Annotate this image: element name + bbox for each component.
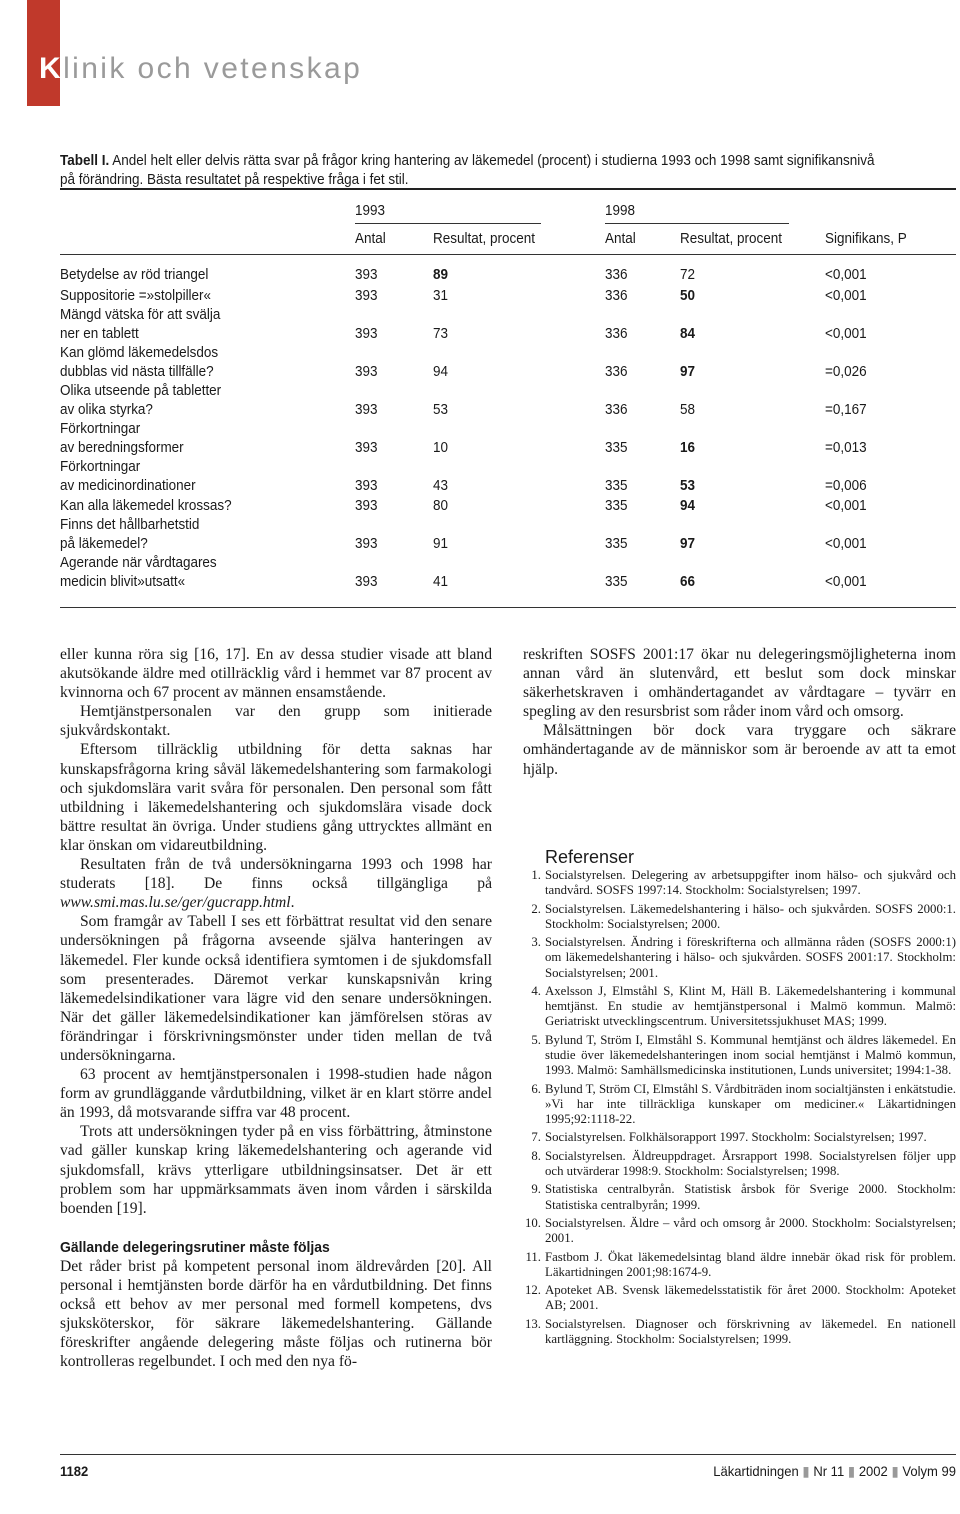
cell-antal-1993: 393	[355, 574, 378, 590]
section-title	[39, 52, 362, 86]
cell-antal-1998: 335	[605, 574, 628, 590]
spacer	[60, 1218, 492, 1238]
reference-text: Socialstyrelsen. Läkemedelshantering i hälso- och sjukvården. SOSFS 2000:1. Stockholm: Socialstyrelsen; 2000.	[545, 901, 956, 931]
separator-bar: ▮	[847, 1463, 856, 1479]
reference-item	[520, 984, 956, 1030]
group-1998-rule	[605, 223, 789, 224]
table-group-1993: 1993	[355, 203, 386, 219]
cell-antal-1993: 393	[355, 440, 378, 456]
table-row-label-line2: medicin blivit»utsatt«	[60, 574, 186, 590]
cell-resultat-1993: 89	[433, 267, 449, 283]
cell-antal-1998: 336	[605, 364, 628, 380]
journal-volume: Volym 99	[902, 1463, 956, 1479]
cell-antal-1993: 393	[355, 267, 378, 283]
page-number: 1182	[60, 1463, 89, 1479]
reference-text: Bylund T, Ström I, Elmståhl S. Kommunal hemtjänst och äldres läkemedel. En studie över läkemedelshanteringen inom social hemtjänst i Malmö kommun, 1993. Malmö: Samhällsmedicinska institutionen, Lunds universitet; 1994:1-38.	[545, 1032, 956, 1078]
table-row-label: Förkortningar	[60, 459, 141, 475]
table-row-label: Betydelse av röd triangel	[60, 267, 209, 283]
paragraph	[60, 855, 492, 912]
reference-number: 2.	[531, 901, 541, 916]
col-header-resultat-1993: Resultat, procent	[433, 231, 535, 247]
cell-antal-1998: 336	[605, 288, 628, 304]
reference-text: Socialstyrelsen. Ändring i föreskrifterna och allmänna råden (SOSFS 2000:1) om läkemedelshantering i hälso- och sjukvården. SOSFS 2001:17. Stockholm: Socialstyrelsen; 2001.	[545, 935, 956, 980]
cell-significance: <0,001	[825, 326, 867, 342]
reference-item	[520, 1082, 956, 1128]
table-row-label-line2: ner en tablett	[60, 326, 139, 342]
cell-resultat-1998: 53	[680, 478, 696, 494]
table-row-label-line2: av medicinordinationer	[60, 478, 196, 494]
cell-resultat-1998: 58	[680, 402, 696, 418]
reference-number: 11.	[525, 1249, 541, 1264]
reference-text: Fastbom J. Ökat läkemedelsintag bland äldre innebär ökad risk för problem. Läkartidningen 2001;98:1674-9.	[545, 1249, 956, 1279]
cell-resultat-1993: 91	[433, 536, 449, 552]
cell-significance: <0,001	[825, 267, 867, 283]
cell-antal-1993: 393	[355, 402, 378, 418]
reference-item	[520, 1216, 956, 1246]
reference-number: 6.	[531, 1081, 541, 1096]
col-header-antal-1998: Antal	[605, 231, 636, 247]
cell-antal-1998: 336	[605, 267, 628, 283]
reference-number: 10.	[525, 1215, 541, 1230]
section-title-rest: linik och vetenskap	[63, 52, 363, 85]
table-row-label: Olika utseende på tabletter	[60, 383, 222, 399]
col-header-resultat-1998: Resultat, procent	[680, 231, 782, 247]
cell-significance: <0,001	[825, 288, 867, 304]
reference-item	[520, 868, 956, 898]
subheading: Gällande delegeringsrutiner måste följas	[60, 1238, 330, 1256]
paragraph: eller kunna röra sig [16, 17]. En av dessa studier visade att bland akutsökande äldre med otillräcklig vård i hemmet var 87 procent av kvinnorna och 67 procent av männen ensamstående.	[60, 646, 492, 702]
cell-resultat-1993: 41	[433, 574, 449, 590]
references-heading: Referenser	[545, 847, 635, 867]
separator-bar: ▮	[891, 1463, 899, 1479]
cell-antal-1998: 336	[605, 326, 628, 342]
table-row-label: Agerande när vårdtagares	[60, 555, 217, 571]
cell-antal-1993: 393	[355, 364, 378, 380]
cell-resultat-1998: 50	[680, 288, 696, 304]
cell-antal-1998: 335	[605, 498, 628, 514]
reference-text: Socialstyrelsen. Äldreuppdraget. Årsrapport 1998. Socialstyrelsen följer upp och utvärderar 1998:9. Stockholm: Socialstyrelsen; 1998.	[545, 1148, 956, 1178]
table-row-label: Förkortningar	[60, 421, 141, 437]
table-caption	[60, 152, 888, 190]
reference-number: 7.	[531, 1130, 541, 1145]
paragraph: Som framgår av Tabell I ses ett förbättrat resultat vid den senare undersökningen på frågorna avseende själva hanteringen av läkemedel. Fler kunde också identifiera symtomen i de sjukdomsfall som presenterades. Däremot verkar kunskapsnivån kring läkemedelsindikationer vara lägre vid den senare undersökningen. När det gäller läkemedelsindikationer kan jämförelsen störas av förändringar i förskrivningsmönster under tiden mellan de två undersökningarna.	[60, 913, 492, 1064]
left-text-column	[60, 645, 492, 1371]
paragraph-text: .	[290, 894, 295, 912]
table-caption-text: Andel helt eller delvis rätta svar på frågor kring hantering av läkemedel (procent) i studierna 1993 och 1998 samt signifikansnivå på förändring. Bästa resultatet på respektive fråga i fet stil.	[60, 153, 875, 188]
table-header-rule	[60, 254, 956, 255]
table-row-label: Kan alla läkemedel krossas?	[60, 498, 232, 514]
reference-number: 13.	[525, 1316, 541, 1331]
reference-number: 3.	[531, 935, 541, 950]
table-row-label: Mängd vätska för att svälja	[60, 307, 221, 323]
table-top-rule	[60, 188, 956, 190]
table-row-label-line2: av beredningsformer	[60, 440, 184, 456]
cell-antal-1998: 335	[605, 440, 628, 456]
paragraph-text: Resultaten från de två undersökningarna 1993 och 1998 har studerats [18]. De finns också tillgängliga på	[60, 856, 492, 893]
cell-resultat-1993: 94	[433, 364, 449, 380]
table-bottom-rule	[60, 607, 956, 608]
table-caption-label: Tabell I.	[60, 153, 110, 169]
cell-resultat-1993: 73	[433, 326, 449, 342]
cell-antal-1993: 393	[355, 536, 378, 552]
reference-item	[520, 1130, 956, 1145]
reference-item	[520, 1317, 956, 1347]
cell-significance: =0,167	[825, 402, 867, 418]
reference-item	[520, 1149, 956, 1179]
cell-significance: <0,001	[825, 574, 867, 590]
table-row-label-line2: av olika styrka?	[60, 402, 153, 418]
cell-significance: =0,013	[825, 440, 867, 456]
cell-resultat-1998: 66	[680, 574, 696, 590]
paragraph: Eftersom tillräcklig utbildning för detta saknas har kunskapsfrågorna kring såväl läkemedelshantering som farmakologi och sjukdomslära varit svåra för personalen. Den personal som fått utbildning i läkemedelshantering och sjukdomslära visade dock bättre resultat än övriga. Under studiens gång uttrycktes allmänt en klar önskan om vidareutbildning.	[60, 741, 492, 854]
table-row-label: Finns det hållbarhetstid	[60, 517, 200, 533]
references-list	[520, 868, 956, 1350]
reference-text: Bylund T, Ström CI, Elmståhl S. Vårdbiträden inom socialtjänsten i enkätstudie. »Vi har inte tillräckliga kunskaper om mediciner.« Läkartidningen 1995;92:1118-22.	[545, 1081, 956, 1126]
paragraph: Det råder brist på kompetent personal inom äldrevården [20]. All personal i hemtjänsten borde därför ha en vårdutbildning. Det finns också ett behov av mer personal med formell kompetens, dvs sjuksköterskor, för säkrare läkemedelshantering. Gällande föreskrifter angående delegering måste följas och rutinerna bör kontrolleras regelbundet. I och med den nya fö-	[60, 1257, 492, 1371]
cell-significance: <0,001	[825, 498, 867, 514]
reference-text: Apoteket AB. Svensk läkemedelsstatistik för året 2000. Stockholm: Apoteket AB; 2001.	[545, 1283, 956, 1313]
table-row-label-line2: dubblas vid nästa tillfälle?	[60, 364, 214, 380]
journal-name: Läkartidningen	[713, 1463, 799, 1479]
col-header-significance: Signifikans, P	[825, 231, 907, 247]
paragraph: reskriften SOSFS 2001:17 ökar nu delegeringsmöjligheterna inom annan vård än slutenvård, ett beslut som dock minskar säkerhetskraven i omhändertagandet av vårdtagare – tyvärr en spegling av den resursbrist som råder inom vård och omsorg.	[523, 646, 956, 721]
cell-significance: <0,001	[825, 536, 867, 552]
footer-rule	[60, 1454, 956, 1455]
cell-antal-1993: 393	[355, 498, 378, 514]
website-link[interactable]: www.smi.mas.lu.se/ger/gucrapp.html	[60, 894, 291, 912]
cell-resultat-1998: 94	[680, 498, 696, 514]
paragraph: Trots att undersökningen tyder på en viss förbättring, åtminstone vad gäller kunskap kring läkemedelshantering och agerande vid sjukdomsfall, krävs ytterligare utbildningsinsatser. Det är ett problem som har uppmärksammats även inom vården i särskilda boenden [19].	[60, 1123, 492, 1217]
cell-antal-1993: 393	[355, 326, 378, 342]
reference-text: Axelsson J, Elmståhl S, Klint M, Häll B. Läkemedelshantering i kommunal hemtjänst. En studie av hemtjänstpersonal i Malmö kommun. Malmö: Geriatriskt utvecklingscentrum. Universitetssjukhuset MAS; 1999.	[545, 983, 956, 1029]
paragraph: 63 procent av hemtjänstpersonalen i 1998-studien hade någon form av grundläggande vårdutbildning, vilket är en klart större andel än 1993, då motsvarande siffra var 48 procent.	[60, 1066, 492, 1122]
reference-number: 4.	[531, 983, 541, 998]
cell-significance: =0,006	[825, 478, 867, 494]
reference-item	[520, 1182, 956, 1212]
reference-number: 5.	[531, 1032, 541, 1047]
reference-text: Statistiska centralbyrån. Statistisk årsbok för Sverige 2000. Stockholm: Statistiska centralbyrån; 1999.	[545, 1182, 956, 1212]
separator-bar: ▮	[802, 1463, 810, 1479]
cell-antal-1998: 335	[605, 478, 628, 494]
cell-resultat-1993: 53	[433, 402, 449, 418]
reference-item	[520, 935, 956, 981]
paragraph: Hemtjänstpersonalen var den grupp som initierade sjukvårdskontakt.	[60, 703, 492, 740]
reference-number: 8.	[531, 1148, 541, 1163]
table-row-label: Kan glömd läkemedelsdos	[60, 345, 219, 361]
reference-text: Socialstyrelsen. Äldre – vård och omsorg år 2000. Stockholm: Socialstyrelsen; 2001.	[545, 1215, 956, 1246]
cell-resultat-1998: 84	[680, 326, 696, 342]
cell-resultat-1998: 97	[680, 364, 696, 380]
reference-text: Socialstyrelsen. Folkhälsorapport 1997. Stockholm: Socialstyrelsen; 1997.	[545, 1130, 927, 1145]
reference-item	[520, 1283, 956, 1313]
section-title-initial: K	[39, 52, 64, 85]
reference-text: Socialstyrelsen. Diagnoser och förskrivning av läkemedel. En nationell kartläggning. Stockholm: Socialstyrelsen; 1999.	[545, 1316, 956, 1346]
col-header-antal-1993: Antal	[355, 231, 386, 247]
cell-resultat-1993: 43	[433, 478, 449, 494]
cell-significance: =0,026	[825, 364, 867, 380]
cell-antal-1998: 336	[605, 402, 628, 418]
reference-number: 12.	[525, 1283, 541, 1298]
cell-resultat-1998: 72	[680, 267, 696, 283]
cell-antal-1998: 335	[605, 536, 628, 552]
cell-resultat-1993: 10	[433, 440, 449, 456]
reference-number: 1.	[531, 868, 541, 882]
reference-item	[520, 1250, 956, 1280]
table-group-1998: 1998	[605, 203, 636, 219]
right-text-column	[523, 645, 956, 779]
reference-item	[520, 902, 956, 932]
journal-info	[713, 1463, 956, 1480]
reference-number: 9.	[531, 1182, 541, 1197]
cell-resultat-1998: 16	[680, 440, 696, 456]
paragraph: Målsättningen bör dock vara tryggare och säkrare omhändertagande av de människor som är beroende av att ta emot hjälp.	[523, 722, 956, 778]
cell-antal-1993: 393	[355, 478, 378, 494]
group-1993-rule	[355, 223, 541, 224]
table-row-label: Suppositorie =»stolpiller«	[60, 288, 212, 304]
reference-item	[520, 1033, 956, 1079]
cell-antal-1993: 393	[355, 288, 378, 304]
cell-resultat-1998: 97	[680, 536, 696, 552]
cell-resultat-1993: 31	[433, 288, 449, 304]
table-row-label-line2: på läkemedel?	[60, 536, 148, 552]
journal-year: 2002	[858, 1463, 888, 1479]
reference-text: Socialstyrelsen. Delegering av arbetsuppgifter inom hälso- och sjukvård och tandvård. SOSFS 1997:14. Stockholm: Socialstyrelsen; 1997.	[545, 868, 956, 898]
cell-resultat-1993: 80	[433, 498, 449, 514]
journal-issue: Nr 11	[813, 1463, 845, 1479]
